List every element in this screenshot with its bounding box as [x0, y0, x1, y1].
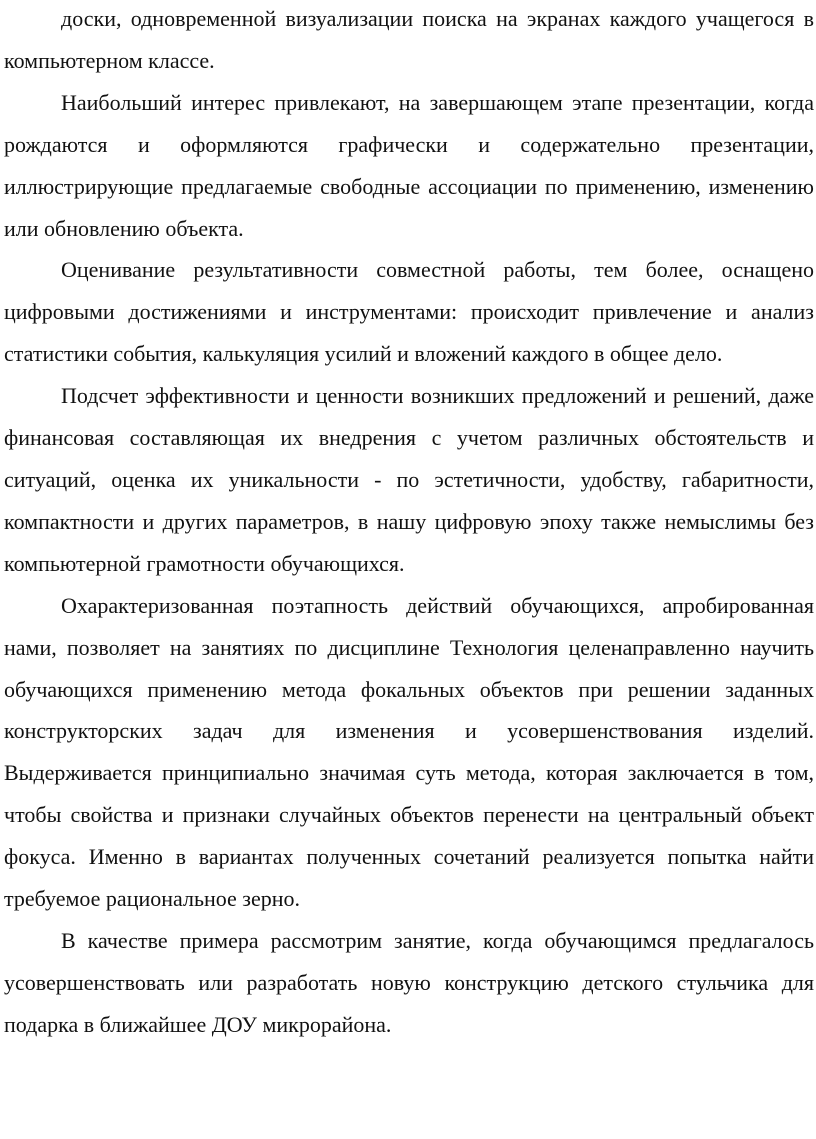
- paragraph-2: Наибольший интерес привлекают, на завершающем этапе презентации, когда рождаются и оформляются графически и содержательно презентации, иллюстрирующие предлагаемые свободные ассоциации по применению, изменению или обновлению объекта.: [4, 89, 814, 241]
- paragraph-4: Подсчет эффективности и ценности возникших предложений и решений, даже финансовая составляющая их внедрения с учетом различных обстоятельств и ситуаций, оценка их уникальности - по эстетичности, удобству, габаритности, компактности и других параметров, в нашу цифровую эпоху также немыслимы без компьютерной грамотности обучающихся.: [4, 383, 814, 576]
- paragraph-3: Оценивание результативности совместной работы, тем более, оснащено цифровыми достижениями и инструментами: происходит привлечение и анализ статистики события, калькуляция усилий и вложений каждого в общее дело.: [4, 257, 814, 367]
- paragraph-1: доски, одновременной визуализации поиска на экранах каждого учащегося в компьютерном классе.: [4, 6, 814, 73]
- paragraph-5: Охарактеризованная поэтапность действий обучающихся, апробированная нами, позволяет на занятиях по дисциплине Технология целенаправленно научить обучающихся применению метода фокальных объектов при решении заданных конструкторских задач для изменения и усовершенствования изделий. Выдерживается принципиально значимая суть метода, которая заключается в том, чтобы свойства и признаки случайных объектов перенести на центральный объект фокуса. Именно в вариантах полученных сочетаний реализуется попытка найти требуемое рациональное зерно.: [4, 592, 814, 912]
- paragraph-6: В качестве примера рассмотрим занятие, когда обучающимся предлагалось усовершенствовать или разработать новую конструкцию детского стульчика для подарка в ближайшее ДОУ микрорайона.: [4, 927, 814, 1037]
- document-page: [4, 0, 814, 1046]
